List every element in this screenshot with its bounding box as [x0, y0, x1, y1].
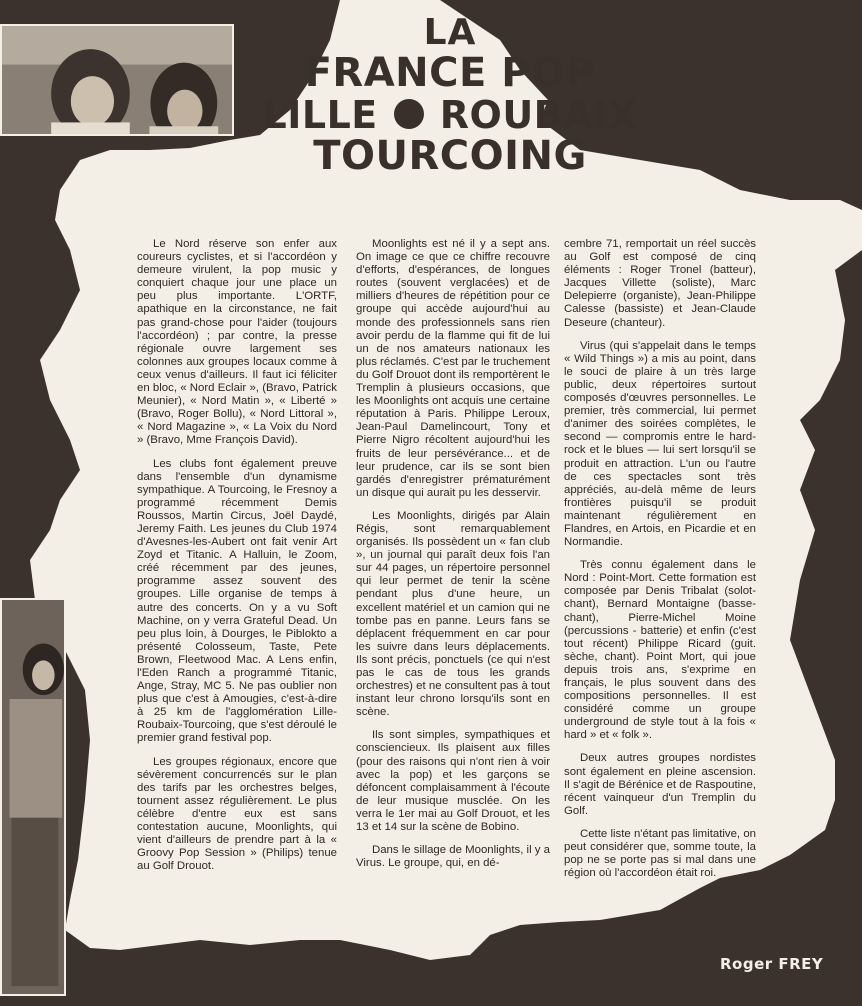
paragraph: Les clubs font également preuve dans l'ensemble d'un dynamisme sympathique. A Tourcoing, le Fresnoy a programmé récemment Demis Roussos, Martin Circus, Joël Daydé, Jeremy Faith. Les jeunes du Club 1974 d'Avesnes-les-Aubert ont fait venir Art Zoyd et Titanic. A Halluin, le Zoom, créé récemment par des jeunes, programme assez souvent des groupes. Lille organise de temps à autre des concerts. On y a vu Soft Machine, on y verra Grateful Dead. Un peu plus loin, à Dourges, le Piblokto a présenté Colosseum, Taste, Pete Brown, Fleetwood Mac. A Lens enfin, l'Eden Ranch a programmé Titanic, Ange, Stray, MC 5. Ne pas oublier non plus que c'est à Amougies, c'est-à-dire à 25 km de l'agglomération Lille-Roubaix-Tourcoing, que s'est déroulé le premier grand festival pop. [137, 457, 337, 745]
author-signature: Roger FREY [720, 955, 824, 973]
article-title [230, 12, 670, 180]
paragraph: Les groupes régionaux, encore que sévèrement concurrencés sur le plan des tarifs par les orchestres belges, tournent assez régulièrement. Le plus célèbre d'entre eux est sans contestation aucune, Moonlights, qui vient d'ailleurs de prendre part à la « Groovy Pop Session » (Philips) tenue au Golf Drouot. [137, 755, 337, 873]
paragraph: Dans le sillage de Moonlights, il y a Virus. Le groupe, qui, en dé- [356, 844, 550, 870]
title-line-la: LA [423, 12, 477, 53]
title-line-france-pop: FRANCE POP [304, 50, 596, 97]
title-line-tourcoing: TOURCOING [313, 133, 587, 180]
paragraph: Cette liste n'étant pas limitative, on peut considérer que, somme toute, la pop ne se porte pas si mal dans une région où l'accordéon était roi. [564, 827, 756, 880]
paragraph: Très connu également dans le Nord : Point-Mort. Cette formation est composée par Denis Tribalat (solot-chant), Bernard Montaigne (basse-chant), Pierre-Michel Moine (percussions - batterie) et enfin (c'est tout récent) Philippe Ricard (guit. sèche, chant). Point Mort, qui joue depuis trois ans, s'exprime en français, le plus souvent dans des compositions personnelles. Il est considéré comme un groupe underground de style tout à la fois « hard » et « folk ». [564, 559, 756, 742]
band-photo-top [0, 24, 234, 136]
title-roubaix: ROUBAIX [439, 92, 638, 137]
title-line-cities [230, 92, 670, 137]
paragraph: Ils sont simples, sympathiques et consciencieux. Ils plaisent aux filles (pour des raisons qui n'ont rien à voir avec la pop) et les garçons se défoncent complaisamment à l'écoute de leur musique musclée. On les verra le 1er mai au Golf Drouot, et les 13 et 14 sur la scène de Bobino. [356, 729, 550, 834]
bullet-dot-icon [394, 99, 424, 129]
paragraph: Les Moonlights, dirigés par Alain Régis, sont remarquablement organisés. Ils possèdent un « fan club », un journal qui paraît deux fois l'an sur 44 pages, un répertoire personnel qui leur permet de tenir la scène pendant plus d'une heure, un excellent matériel et un camion qui ne tombe pas en panne. Leurs fans se déplacent fréquemment en car pour les suivre dans leurs déplacements. Ils sont précis, ponctuels (ce qui n'est pas le cas de tous les grands orchestres) et ne consultent pas à tout instant leur chrono lorsqu'ils sont en scène. [356, 509, 550, 719]
article-column-3 [564, 238, 756, 890]
paragraph: Virus (qui s'appelait dans le temps « Wild Things ») a mis au point, dans le souci de plaire à un très large public, deux répertoires surtout composés d'œuvres personnelles. Le premier, très commercial, lui permet d'animer des soirées complètes, le second — compromis entre le hard-rock et le blues — lui sert lorsqu'il se produit en attraction. L'un ou l'autre de ces spectacles sont très appréciés, au-delà même de leurs frontières puisqu'il se produit maintenant régulièrement en Flandres, en Artois, en Picardie et en Normandie. [564, 339, 756, 549]
article-column-1 [137, 238, 337, 883]
band-photo-left [0, 598, 66, 996]
paragraph: cembre 71, remportait un réel succès au Golf est composé de cinq éléments : Roger Tronel (batteur), Jacques Villette (soliste), Marc Delepierre (organiste), Jean-Philippe Calesse (bassiste) et Jean-Claude Deseure (chanteur). [564, 238, 756, 329]
paragraph: Deux autres groupes nordistes sont également en pleine ascension. Il s'agit de Bérénice et de Raspoutine, récent vainqueur d'un Tremplin du Golf. [564, 752, 756, 817]
paragraph: Le Nord réserve son enfer aux coureurs cyclistes, et si l'accordéon y demeure virulent, la pop music y conquiert chaque jour une place un peu plus importante. L'ORTF, apathique en la circonstance, ne fait pas grand-chose pour l'aider (toujours l'accordéon) ; par contre, la presse régionale ouvre largement ses colonnes aux groupes locaux comme à ceux venus d'ailleurs. Il faut ici féliciter en bloc, « Nord Eclair », (Bravo, Patrick Meunier), « Nord Matin », « Liberté » (Bravo, Roger Bollu), « Nord Littoral », « Nord Magazine », « La Voix du Nord » (Bravo, Mme François David). [137, 238, 337, 447]
title-lille: LILLE [262, 92, 378, 137]
article-column-2 [356, 238, 550, 880]
paragraph: Moonlights est né il y a sept ans. On image ce que ce chiffre recouvre d'efforts, d'espérances, de longues routes (souvent verglacées) et de milliers d'heures de répétition pour ce groupe qui accède aujourd'hui au monde des professionnels sans rien avoir perdu de la flamme qui fit de lui un de nos amateurs nationaux les plus réclamés. C'est par le truchement du Golf Drouot dont ils remportèrent le Tremplin à plusieurs occasions, que les Moonlights ont acquis une certaine réputation à Paris. Philippe Leroux, Jean-Paul Damelincourt, Tony et Pierre Nigro récoltent aujourd'hui les fruits de leur persévérance... et de leur prudence, car ils se sont bien gardés d'enregistrer prématurément un disque qui aurait pu les desservir. [356, 238, 550, 499]
